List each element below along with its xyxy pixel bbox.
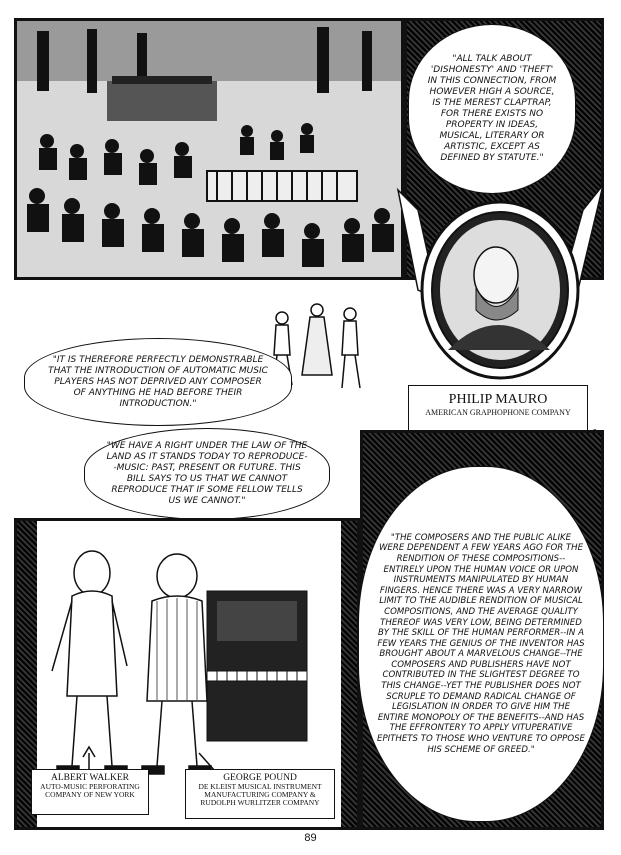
- composers-public-text: "THE COMPOSERS AND THE PUBLIC ALIKE WERE DEPENDENT A FEW YEARS AGO FOR THE RENDITION OF THESE COMPOSITIONS-- ENTIRELY UPON THE HUMAN VOICE OR UPON INSTRUMENTS MANIPULATED BY HUMAN FINGERS. HENCE THERE WAS A VERY NARROW LIMIT TO THE AUDIBLE RENDITION OF MUSICAL COMPOSITIONS, AND THE AVERAGE QUALITY THEREOF WAS VERY LOW, BEING DETERMINED BY THE SKILL OF THE HUMAN PERFORMER--IN A FEW YEARS THE GENIUS OF THE INVENTOR HAS BROUGHT ABOUT A MARVELOUS CHANGE--THE COMPOSERS AND PUBLISHERS HAVE NOT CONTRIBUTED IN THE SLIGHTEST DEGREE TO THIS CHANGE--YET THE PUBLISHER DOES NOT SCRUPLE TO DEMAND RADICAL CHANGE OF LEGISLATION IN ORDER TO GIVE HIM THE ENTIRE MONOPOLY OF THE BENEFITS--AND HAS THE EFFRONTERY TO APPLY VITUPERATIVE EPITHETS TO THOSE WHO VENTURE TO OPPOSE HIS SCHEME OF GREED.": [377, 532, 585, 755]
- page-number: 89: [304, 832, 317, 844]
- philip-mauro-portrait: [378, 180, 618, 385]
- caption-george-pound: [185, 769, 335, 819]
- speech-bubble-right-under-law: [84, 428, 330, 520]
- speech-bubble-perfectly-demonstrable: [24, 338, 292, 426]
- perfectly-demonstrable-text: "IT IS THEREFORE PERFECTLY DEMONSTRABLE THAT THE INTRODUCTION OF AUTOMATIC MUSIC PLAYERS HAS NOT DEPRIVED ANY COMPOSER OF ANYTHING HE HAD BEFORE THEIR INTRODUCTION.": [48, 354, 268, 409]
- portrait-affiliation: AMERICAN GRAPHOPHONE COMPANY: [425, 408, 571, 417]
- portrait-name-banner: [408, 385, 588, 431]
- portrait-name: PHILIP MAURO: [448, 392, 548, 407]
- caption-albert-walker: [31, 769, 149, 815]
- right-under-law-text: "WE HAVE A RIGHT UNDER THE LAW OF THE LAND AS IT STANDS TODAY TO REPRODUCE--MUSIC: PAST, PRESENT OR FUTURE. THIS BILL SAYS TO US THAT WE CANNOT REPRODUCE THAT IF SOME FELLOW TELLS US WE CANNOT.": [106, 441, 308, 506]
- albert-walker-name: ALBERT WALKER: [51, 773, 129, 783]
- panel-congress-hall: [14, 18, 404, 280]
- speech-bubble-composers-public: [358, 466, 604, 822]
- panel-walker-pound: [14, 518, 360, 830]
- congress-hall-illustration: [17, 21, 401, 277]
- george-pound-org: DE KLEIST MUSICAL INSTRUMENT MANUFACTURING COMPANY & RUDOLPH WURLITZER COMPANY: [198, 782, 322, 807]
- speech-bubble-mauro: [408, 24, 576, 194]
- mauro-quote-text: "ALL TALK ABOUT 'DISHONESTY' AND 'THEFT' IN THIS CONNECTION, FROM HOWEVER HIGH A SOURCE, IS THE MEREST CLAPTRAP, FOR THERE EXISTS NO PROPERTY IN IDEAS, MUSICAL, LITERARY OR ARTISTIC, EXCEPT AS DEFINED BY STATUTE.": [427, 54, 557, 163]
- albert-walker-org: AUTO-MUSIC PERFORATING COMPANY OF NEW YORK: [40, 782, 140, 799]
- george-pound-name: GEORGE POUND: [223, 773, 297, 783]
